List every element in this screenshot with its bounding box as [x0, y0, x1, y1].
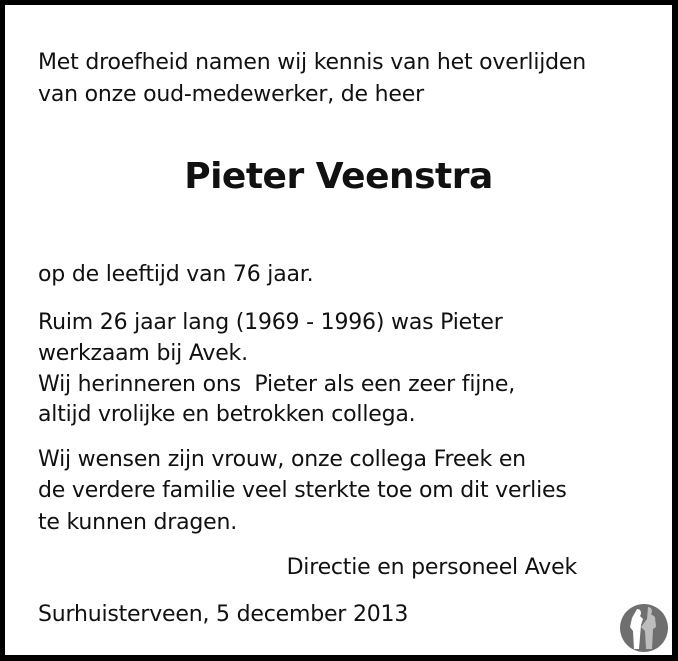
- paragraph2-line-3: te kunnen dragen.: [38, 510, 238, 535]
- signature: Directie en personeel Avek: [286, 555, 577, 580]
- paragraph1-line-4: altijd vrolijke en betrokken collega.: [38, 402, 416, 427]
- paragraph1-line-2: werkzaam bij Avek.: [38, 341, 248, 366]
- age-line: op de leeftijd van 76 jaar.: [38, 262, 314, 287]
- paragraph1-line-3: Wij herinneren ons Pieter als een zeer fijne,: [38, 372, 516, 397]
- paragraph2-line-1: Wij wensen zijn vrouw, onze collega Freek en: [38, 447, 526, 472]
- paragraph2-line-2: de verdere familie veel sterkte toe om dit verlies: [38, 478, 567, 503]
- condolence-figures-icon: [619, 603, 669, 653]
- intro-line-2: van onze oud-medewerker, de heer: [38, 82, 424, 107]
- deceased-name: Pieter Veenstra: [184, 156, 493, 197]
- place-date: Surhuisterveen, 5 december 2013: [38, 602, 409, 627]
- paragraph1-line-1: Ruim 26 jaar lang (1969 - 1996) was Pieter: [38, 310, 503, 335]
- intro-line-1: Met droefheid namen wij kennis van het overlijden: [38, 50, 587, 75]
